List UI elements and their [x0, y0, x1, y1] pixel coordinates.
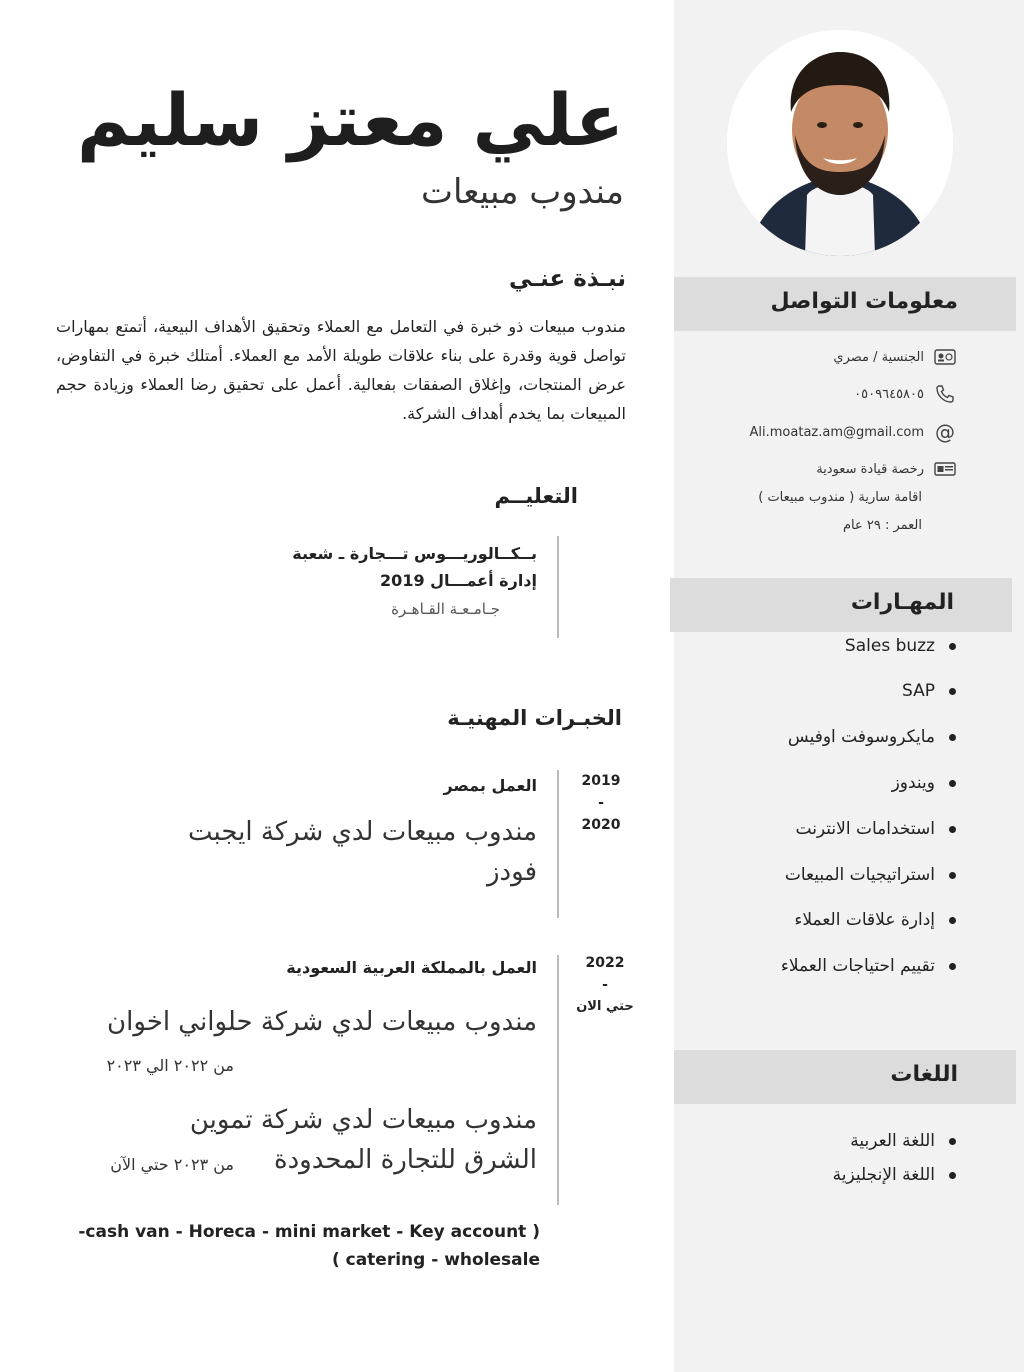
channels-line-1: -cash van - Horeca - mini market - Key account ) — [78, 1222, 540, 1242]
contact-heading: معلومات التواصل — [770, 289, 958, 314]
person-name: علي معتز سليم — [77, 78, 624, 162]
driving-license-icon — [934, 460, 956, 478]
skill-item — [796, 819, 957, 839]
bullet-icon — [949, 826, 956, 833]
experience-1-years — [571, 770, 631, 836]
skill-label: Sales buzz — [844, 636, 935, 656]
skill-item — [788, 727, 956, 747]
bullet-icon — [949, 872, 956, 879]
channels-line-2: ( catering - wholesale — [331, 1250, 540, 1270]
job-title: مندوب مبيعات — [420, 172, 624, 212]
university-name: جـامـعـة القـاهـرة — [391, 600, 500, 618]
degree-line-1: بــكــالوريـــوس تـــجارة ـ شعبة — [292, 544, 537, 563]
year-to: 2020 — [581, 817, 621, 833]
nationality-text: الجنسية / مصري — [833, 349, 924, 365]
year-from: 2022 — [585, 955, 625, 971]
degree-line-2: إدارة أعمـــال 2019 — [380, 571, 537, 590]
language-item — [833, 1165, 956, 1185]
skill-label: استراتيجيات المبيعات — [784, 865, 935, 885]
education-divider — [557, 536, 559, 638]
email-row — [749, 420, 956, 444]
skill-item — [902, 681, 956, 701]
license-row — [816, 460, 956, 478]
skill-item — [892, 773, 956, 793]
experience-heading: الخبـرات المهنيـة — [447, 706, 622, 730]
about-heading: نبـذة عنـي — [509, 266, 626, 292]
license-text: رخصة قيادة سعودية — [816, 461, 924, 477]
experience-1-role: مندوب مبيعات لدي شركة ايجبت فودز — [187, 817, 537, 887]
year-from: 2019 — [581, 773, 621, 789]
year-separator: - — [598, 795, 604, 811]
year-separator: - — [602, 977, 608, 993]
phone-row — [854, 385, 956, 403]
experience-2-years — [575, 952, 635, 1018]
experience-2-role-1: مندوب مبيعات لدي شركة حلواني اخوان — [107, 1007, 537, 1037]
experience-2-role-2: مندوب مبيعات لدي شركة تموين الشرق للتجارة المحدودة — [189, 1105, 537, 1175]
education-heading: التعليــم — [494, 484, 578, 508]
language-item — [850, 1131, 956, 1151]
experience-1-divider — [557, 770, 559, 918]
skill-label: SAP — [902, 681, 935, 701]
sales-channels — [78, 1218, 540, 1274]
nationality-row — [833, 348, 956, 366]
bullet-icon — [949, 963, 956, 970]
languages-heading: اللغات — [890, 1062, 958, 1087]
skills-section-header — [670, 578, 1012, 632]
residency-text: اقامة سارية ( مندوب مبيعات ) — [758, 490, 922, 505]
profile-photo — [727, 30, 953, 256]
id-card-icon — [934, 348, 956, 366]
age-text: العمر : ٢٩ عام — [842, 518, 922, 533]
experience-2-date-2: من ٢٠٢٣ حتي الآن — [110, 1155, 234, 1174]
skill-item — [845, 636, 956, 656]
bullet-icon — [949, 688, 956, 695]
skill-label: تقييم احتياجات العملاء — [780, 956, 935, 976]
education-degree — [292, 540, 537, 594]
bullet-icon — [949, 643, 956, 650]
language-label: اللغة العربية — [850, 1131, 935, 1151]
experience-2-location: العمل بالمملكة العربية السعودية — [286, 958, 537, 977]
bullet-icon — [949, 734, 956, 741]
about-text: مندوب مبيعات ذو خبرة في التعامل مع العملاء وتحقيق الأهداف البيعية، أتمتع بمهارات تواصل قوية وقدرة على بناء علاقات طويلة الأمد مع العملاء. أمتلك خبرة في التفاوض، عرض المنتجات، وإغلاق الصفقات بفعالية. أعمل على تحقيق رضا العملاء وزيادة حجم المبيعات بما يخدم أهداف الشركة. — [56, 317, 626, 423]
experience-2-date-1: من ٢٠٢٢ الي ٢٠٢٣ — [106, 1056, 234, 1075]
email-text[interactable]: Ali.moataz.am@gmail.com — [749, 424, 924, 440]
bullet-icon — [949, 1172, 956, 1179]
phone-text[interactable]: ٠٥٠٩٦٤٥٨٠٥ — [854, 386, 924, 402]
language-label: اللغة الإنجليزية — [832, 1165, 935, 1185]
skill-item — [781, 956, 956, 976]
at-sign-icon: @ — [935, 420, 955, 444]
skill-item — [785, 865, 956, 885]
year-to: حتي الان — [576, 999, 634, 1014]
bullet-icon — [949, 1138, 956, 1145]
skill-item — [794, 910, 956, 930]
bullet-icon — [949, 917, 956, 924]
avatar-illustration — [727, 30, 953, 256]
experience-2-divider — [557, 955, 559, 1205]
skill-label: استخدامات الانترنت — [795, 819, 935, 839]
phone-icon — [934, 385, 956, 403]
languages-section-header — [674, 1050, 1016, 1104]
experience-1-location: العمل بمصر — [443, 776, 537, 795]
bullet-icon — [949, 780, 956, 787]
skills-heading: المهـارات — [850, 590, 954, 615]
skill-label: إدارة علاقات العملاء — [794, 910, 935, 930]
skill-label: مايكروسوفت اوفيس — [787, 727, 935, 747]
contact-section-header — [674, 277, 1016, 331]
skill-label: ويندوز — [891, 773, 935, 793]
